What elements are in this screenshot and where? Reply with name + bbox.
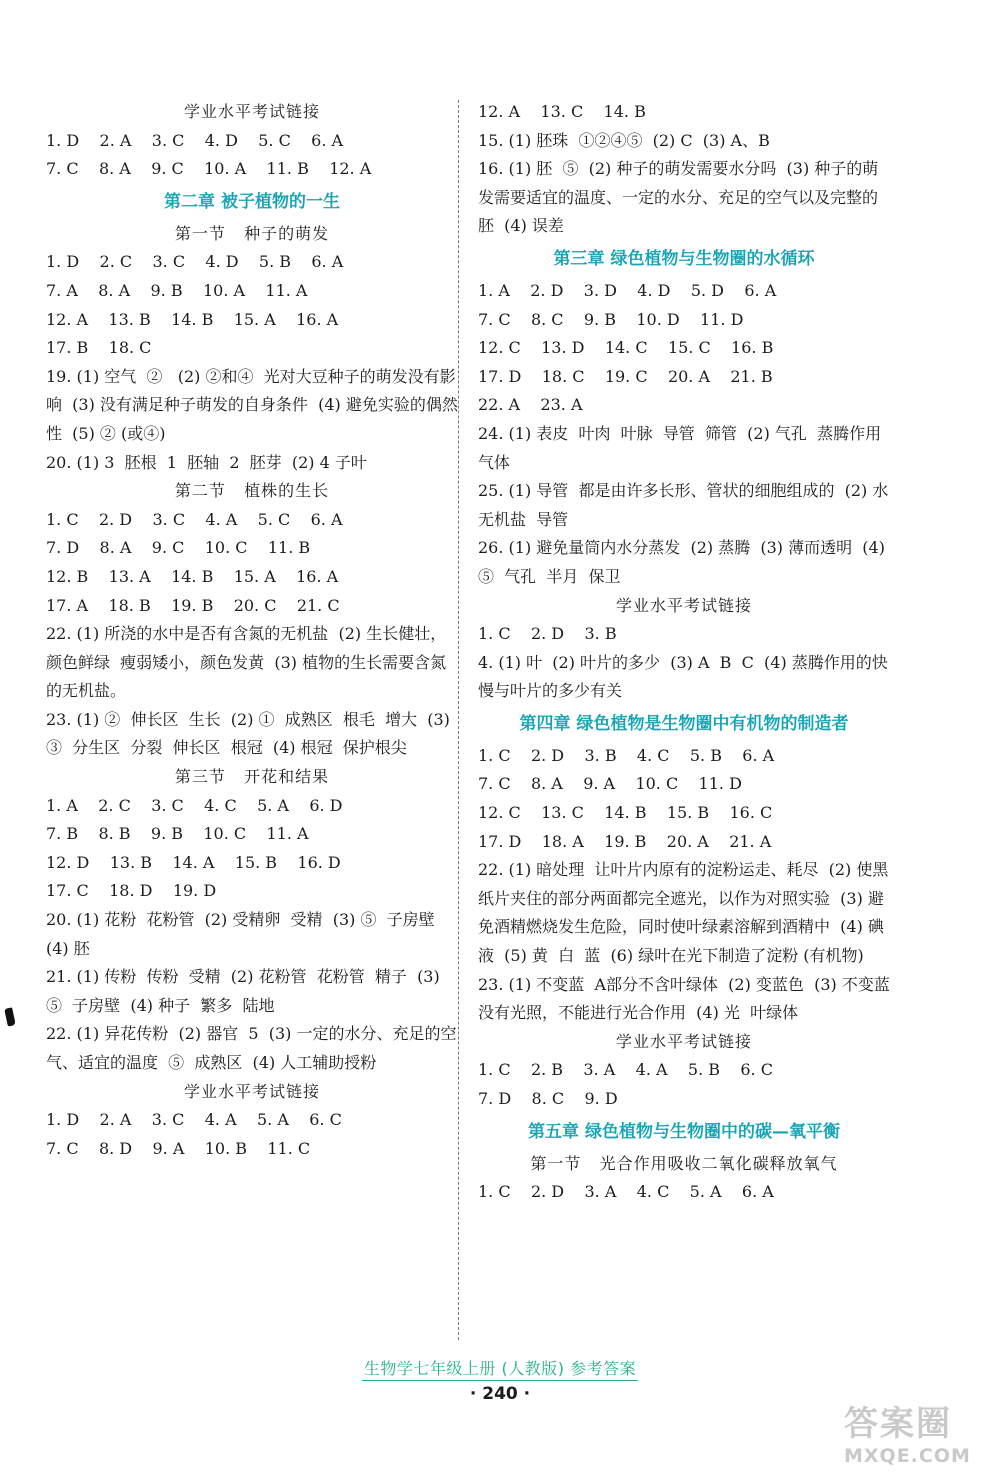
answer-row: 7. D 8. C 9. D	[478, 1089, 618, 1108]
answer-paragraph: 20. (1) 花粉 花粉管 (2) 受精卵 受精 (3) ⑤ 子房壁 (4) 胚	[46, 910, 445, 958]
section-heading: 第一节 种子的萌发	[174, 223, 330, 243]
answer-paragraph: 16. (1) 胚 ⑤ (2) 种子的萌发需要水分吗 (3) 种子的萌发需要适宜的温度、一定的水分、充足的空气以及完整的胚 (4) 误差	[478, 159, 879, 236]
section-heading: 第二节 植株的生长	[174, 481, 330, 501]
answer-row: 1. D 2. A 3. C 4. D 5. C 6. A	[46, 130, 344, 150]
answer-row: 17. B 18. C	[46, 338, 152, 358]
page-number: · 240 ·	[469, 1384, 531, 1404]
answer-row: 12. D 13. B 14. A 15. B 16. D	[46, 852, 341, 872]
margin-ink-mark	[4, 1007, 16, 1026]
footer-book-title: 生物学七年级上册 (人教版) 参考答案	[0, 1356, 1000, 1379]
answer-row: 1. A 2. D 3. D 4. D 5. D 6. A	[478, 280, 777, 300]
section-heading: 学业水平考试链接	[183, 102, 320, 121]
answer-row: 17. D 18. A 19. B 20. A 21. A	[478, 831, 772, 851]
answer-row: 7. D 8. A 9. C 10. C 11. B	[46, 538, 311, 558]
answer-paragraph: 19. (1) 空气 ② (2) ②和④ 光对大豆种子的萌发没有影响 (3) 没有满足种子萌发的自身条件 (4) 避免实验的偶然性 (5) ② (或④)	[46, 366, 458, 443]
answer-row: 7. A 8. A 9. B 10. A 11. A	[46, 280, 308, 300]
section-heading: 学业水平考试链接	[615, 1031, 752, 1051]
answer-paragraph: 20. (1) 3 胚根 1 胚轴 2 胚芽 (2) 4 子叶	[46, 452, 367, 472]
chapter-heading: 第五章 绿色植物与生物圈中的碳—氧平衡	[528, 1121, 840, 1142]
answer-row: 1. C 2. D 3. A 4. C 5. A 6. A	[478, 1182, 774, 1202]
column-divider	[458, 100, 459, 1340]
answer-paragraph: 21. (1) 传粉 传粉 受精 (2) 花粉管 花粉管 精子 (3) ⑤ 子房壁 (4) 种子 繁多 陆地	[46, 967, 445, 1015]
watermark-url: MXQE.COM	[844, 1445, 971, 1467]
answer-row: 17. C 18. D 19. D	[46, 881, 217, 901]
answer-row: 12. B 13. A 14. B 15. A 16. A	[46, 566, 339, 586]
answer-row: 12. A 13. C 14. B	[478, 102, 646, 121]
chapter-heading: 第二章 被子植物的一生	[164, 191, 340, 212]
answer-paragraph: 4. (1) 叶 (2) 叶片的多少 (3) A B C (4) 蒸腾作用的快慢与叶片的多少有关	[478, 652, 888, 701]
answer-row: 17. A 18. B 19. B 20. C 21. C	[46, 595, 340, 615]
section-heading: 学业水平考试链接	[615, 595, 752, 615]
answer-row: 1. C 2. B 3. A 4. A 5. B 6. C	[478, 1060, 773, 1080]
answer-paragraph: 22. (1) 异花传粉 (2) 器官 5 (3) 一定的水分、充足的空气、适宜的温度 ⑤ 成熟区 (4) 人工辅助授粉	[46, 1024, 457, 1072]
answer-row: 7. B 8. B 9. B 10. C 11. A	[46, 824, 309, 844]
answer-paragraph: 24. (1) 表皮 叶肉 叶脉 导管 筛管 (2) 气孔 蒸腾作用 气体	[478, 423, 892, 472]
chapter-heading: 第三章 绿色植物与生物圈的水循环	[553, 248, 815, 269]
answer-row: 7. C 8. C 9. B 10. D 11. D	[478, 309, 744, 329]
answer-row: 1. D 2. A 3. C 4. A 5. A 6. C	[46, 1110, 342, 1130]
answer-row: 1. C 2. D 3. B	[478, 624, 617, 644]
section-heading: 第一节 光合作用吸收二氧化碳释放氧气	[530, 1153, 838, 1173]
answer-row: 7. C 8. D 9. A 10. B 11. C	[46, 1138, 311, 1158]
answer-row: 17. D 18. C 19. C 20. A 21. B	[478, 366, 773, 386]
answer-paragraph: 22. (1) 暗处理 让叶片内原有的淀粉运走、耗尽 (2) 使黑纸片夹住的部分两面都完全遮光，以作为对照实验 (3) 避免酒精燃烧发生危险，同时使叶绿素溶解到酒精中 (4) 碘液 (5) 黄 白 蓝 (6) 绿叶在光下制造了淀粉 (有机物)	[478, 860, 889, 966]
answer-row: 22. A 23. A	[478, 395, 583, 415]
answer-row: 7. C 8. A 9. A 10. C 11. D	[478, 774, 742, 794]
answer-row: 15. (1) 胚珠 ①②④⑤ (2) C (3) A、B	[478, 130, 770, 150]
answer-row: 1. D 2. C 3. C 4. D 5. B 6. A	[46, 252, 344, 272]
right-column	[478, 98, 901, 1207]
answer-row: 12. C 13. D 14. C 15. C 16. B	[478, 338, 774, 358]
answer-paragraph: 23. (1) ② 伸长区 生长 (2) ① 成熟区 根毛 增大 (3) ③ 分生区 分裂 伸长区 根冠 (4) 根冠 保护根尖	[46, 709, 455, 758]
watermark-logo	[844, 1396, 994, 1472]
left-column	[46, 98, 458, 1163]
answer-paragraph: 22. (1) 所浇的水中是否有含氮的无机盐 (2) 生长健壮，颜色鲜绿 瘦弱矮小，颜色发黄 (3) 植物的生长需要含氮的无机盐。	[46, 624, 447, 701]
answer-paragraph: 26. (1) 避免量筒内水分蒸发 (2) 蒸腾 (3) 薄而透明 (4) ⑤ 气孔 半月 保卫	[478, 538, 891, 586]
section-heading: 第三节 开花和结果	[174, 767, 330, 787]
answer-row: 7. C 8. A 9. C 10. A 11. B 12. A	[46, 159, 372, 179]
answer-paragraph: 25. (1) 导管 都是由许多长形、管状的细胞组成的 (2) 水 无机盐 导管	[478, 481, 899, 529]
answer-row: 1. C 2. D 3. C 4. A 5. C 6. A	[46, 509, 343, 529]
chapter-heading: 第四章 绿色植物是生物圈中有机物的制造者	[519, 713, 849, 734]
answer-row: 12. A 13. B 14. B 15. A 16. A	[46, 309, 339, 329]
answer-row: 1. A 2. C 3. C 4. C 5. A 6. D	[46, 795, 343, 815]
answer-paragraph: 23. (1) 不变蓝 A部分不含叶绿体 (2) 变蓝色 (3) 不变蓝 没有光照，不能进行光合作用 (4) 光 叶绿体	[478, 974, 901, 1023]
watermark-logo-text: 答案圈	[844, 1404, 952, 1444]
answer-row: 1. C 2. D 3. B 4. C 5. B 6. A	[478, 745, 775, 765]
answer-row: 12. C 13. C 14. B 15. B 16. C	[478, 803, 773, 823]
section-heading: 学业水平考试链接	[183, 1081, 320, 1101]
